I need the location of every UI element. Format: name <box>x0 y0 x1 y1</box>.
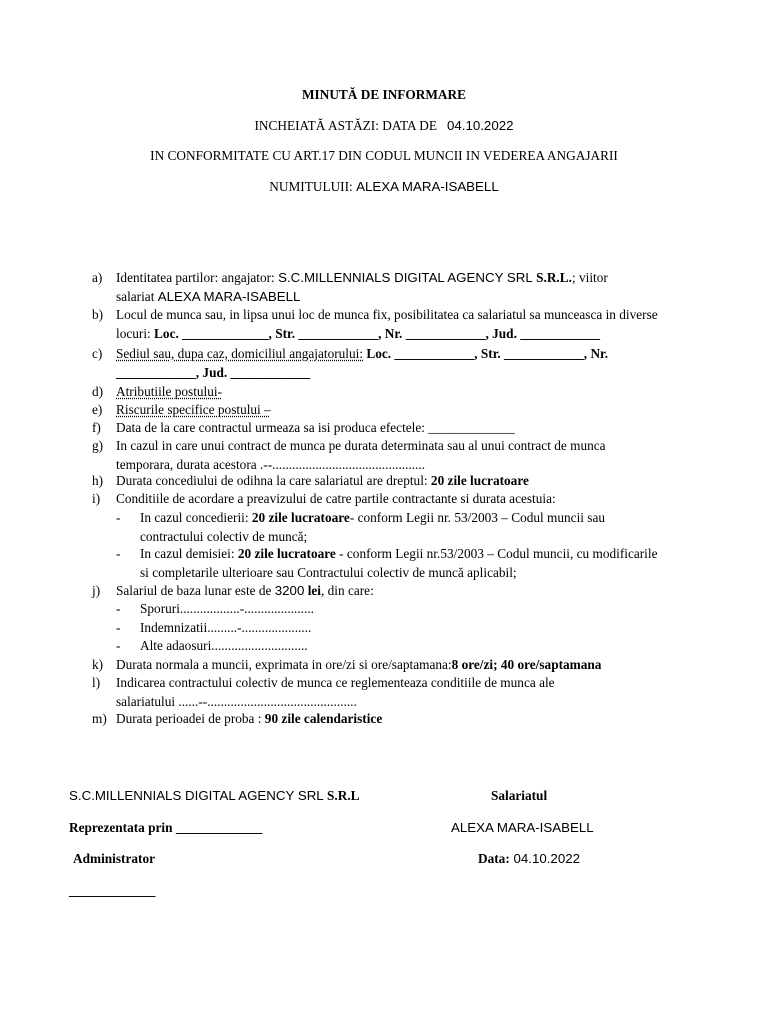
signature-company-srl: S.R.L <box>323 788 360 803</box>
item-e <box>92 401 712 420</box>
signature-role <box>73 850 155 868</box>
salary-allowances <box>116 619 706 638</box>
title-text: MINUTĂ DE INFORMARE <box>302 87 466 102</box>
work-location-fields: Loc. _____________, Str. ____________, Nr. ____________, Jud. ____________ <box>154 325 601 341</box>
notice-resignation-suffix: - conform Legii nr.53/2003 – Codul muncii, cu modificarile <box>335 546 658 561</box>
notice-dismissal-days: 20 zile lucratoare <box>251 510 350 525</box>
notice-dismissal-suffix: - conform Legii nr. 53/2003 – Codul muncii sau <box>349 510 606 525</box>
bullet-dash: - <box>116 510 121 525</box>
item-c-line1-prefix: Sediul sau, dupa caz, domiciliul angajatorului: <box>116 346 364 361</box>
working-hours: 8 ore/zi; 40 ore/saptamana <box>451 657 602 672</box>
header-name-line <box>0 178 768 196</box>
item-i <box>92 490 712 509</box>
notice-resignation-text <box>140 545 706 582</box>
vacation-days: 20 zile lucratoare <box>430 473 529 488</box>
item-label: i) <box>92 491 101 506</box>
document-title <box>0 86 768 104</box>
header-legal-text: IN CONFORMITATE CU ART.17 DIN CODUL MUNCII IN VEDEREA ANGAJARII <box>150 148 618 163</box>
item-h-text: Durata concediului de odihna la care salariatul are dreptul: <box>116 473 431 488</box>
item-h <box>92 472 712 491</box>
signature-represented-by <box>69 819 262 837</box>
item-l <box>92 674 712 711</box>
salary-other-text: Alte adaosuri............................. <box>140 638 308 653</box>
bullet-dash: - <box>116 546 121 561</box>
header-date-label: INCHEIATĂ ASTĂZI: DATA DE <box>254 118 437 133</box>
item-i-text: Conditiile de acordare a preavizului de catre partile contractante si durata acestuia: <box>116 491 556 506</box>
item-a-prefix: Identitatea partilor: angajator: <box>116 270 279 285</box>
item-f-text: Data de la care contractul urmeaza sa isi produca efectele: _____________ <box>116 420 515 435</box>
item-d-text: Atributiile postului- <box>116 384 222 399</box>
item-label: g) <box>92 438 104 453</box>
signature-line <box>69 882 155 900</box>
signature-employee-title-text: Salariatul <box>491 788 548 803</box>
notice-dismissal-prefix: In cazul concedierii: <box>140 510 252 525</box>
item-j-text: Salariul de baza lunar este de <box>116 583 275 598</box>
employer-name: S.C.MILLENNIALS DIGITAL AGENCY SRL <box>278 270 533 285</box>
notice-resignation-days: 20 zile lucratoare <box>237 546 336 561</box>
item-e-text: Riscurile specifice postului – <box>116 402 271 417</box>
item-l-line1: Indicarea contractului colectiv de munca ce reglementeaza conditiile de munca ale <box>116 675 555 690</box>
notice-dismissal-line2: contractului colectiv de muncă; <box>140 528 308 544</box>
item-label: a) <box>92 270 103 285</box>
item-k-text: Durata normala a muncii, exprimata in ore/zi si ore/saptamana: <box>116 657 452 672</box>
signature-line-text: _____________ <box>69 883 156 898</box>
bullet-dash: - <box>116 601 121 616</box>
item-l-text <box>116 674 712 711</box>
bullet-dash: - <box>116 620 121 635</box>
item-g <box>92 437 712 474</box>
item-label: k) <box>92 657 104 672</box>
item-a <box>92 269 712 306</box>
notice-dismissal-text <box>140 509 706 546</box>
signature-employee-name <box>451 819 594 837</box>
item-label: l) <box>92 675 101 690</box>
item-b-line1: Locul de munca sau, in lipsa unui loc de munca fix, posibilitatea ca salariatul sa munceasca in diverse <box>116 307 658 322</box>
salary-currency: lei <box>307 583 321 598</box>
notice-dismissal <box>116 509 706 546</box>
item-a-text <box>116 269 712 306</box>
item-l-line2: salariatului ......--............................................. <box>116 693 357 709</box>
header-date-line <box>0 117 768 135</box>
notice-resignation-line2: si completarile ulterioare sau Contractului colectiv de muncă aplicabil; <box>140 564 517 580</box>
signature-role-text: Administrator <box>73 851 155 866</box>
salary-other <box>116 637 706 656</box>
signature-company-name: S.C.MILLENNIALS DIGITAL AGENCY SRL <box>69 788 324 803</box>
item-m-text: Durata perioadei de proba : <box>116 711 265 726</box>
header-employee-name: ALEXA MARA-ISABELL <box>356 179 499 194</box>
header-date-value: 04.10.2022 <box>446 118 514 133</box>
notice-resignation <box>116 545 706 582</box>
employer-srl: S.R.L. <box>532 270 572 285</box>
item-m <box>92 710 712 729</box>
item-c-text <box>116 345 712 382</box>
salary-amount: 3200 <box>274 583 305 598</box>
signature-date-label: Data: <box>478 851 510 866</box>
probation-period: 90 zile calendaristice <box>264 711 383 726</box>
item-j-suffix: , din care: <box>320 583 374 598</box>
bullet-dash: - <box>116 638 121 653</box>
item-label: b) <box>92 307 104 322</box>
item-k <box>92 656 712 675</box>
employee-name: ALEXA MARA-ISABELL <box>157 288 301 304</box>
item-f <box>92 419 712 438</box>
header-name-label: NUMITULUII: <box>269 179 353 194</box>
item-label: f) <box>92 420 101 435</box>
item-j <box>92 582 712 601</box>
salary-allowances-text: Indemnizatii.........-..................... <box>140 620 312 635</box>
headquarters-fields-cont: ____________, Jud. ____________ <box>116 364 311 380</box>
salary-bonuses <box>116 600 706 619</box>
salary-bonuses-text: Sporuri..................-..................... <box>140 601 314 616</box>
signature-represented-by-text: Reprezentata prin _____________ <box>69 820 263 835</box>
signature-date <box>478 850 580 868</box>
item-b-text <box>116 306 712 343</box>
signature-employee-title <box>491 787 547 805</box>
notice-resignation-prefix: In cazul demisiei: <box>140 546 238 561</box>
item-c <box>92 345 712 382</box>
signature-date-value: 04.10.2022 <box>509 851 581 866</box>
header-legal-line <box>0 147 768 165</box>
item-g-text <box>116 437 712 474</box>
signature-company <box>69 787 360 805</box>
signature-employee-name-text: ALEXA MARA-ISABELL <box>451 820 594 835</box>
item-a-suffix: ; viitor <box>571 270 608 285</box>
item-d <box>92 383 712 402</box>
item-label: e) <box>92 402 103 417</box>
item-g-line1: In cazul in care unui contract de munca pe durata determinata sau al unui contract de munca <box>116 438 606 453</box>
item-label: j) <box>92 583 101 598</box>
item-label: d) <box>92 384 104 399</box>
item-a-line2-prefix: salariat <box>116 288 158 304</box>
item-label: c) <box>92 346 103 361</box>
item-label: h) <box>92 473 104 488</box>
item-label: m) <box>92 711 107 726</box>
headquarters-fields: Loc. ____________, Str. ____________, Nr. <box>363 346 609 361</box>
item-g-line2: temporara, durata acestora .--.............................................. <box>116 456 426 472</box>
item-b <box>92 306 712 343</box>
item-b-line2-prefix: locuri: <box>116 325 155 341</box>
